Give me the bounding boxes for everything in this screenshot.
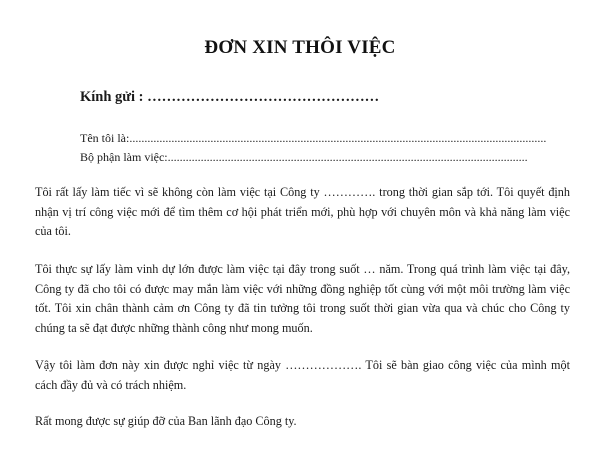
name-field-line: Tên tôi là:........................................................................................................................................... [80,131,547,145]
document-title: ĐƠN XIN THÔI VIỆC [204,37,396,58]
paragraph-closing: Rất mong được sự giúp đỡ của Ban lãnh đạo Công ty. [35,414,297,428]
department-field-line: Bộ phận làm việc:........................................................................................................................ [80,150,528,164]
paragraph-leave-date: Vậy tôi làm đơn này xin được nghỉ việc từ ngày ………………. Tôi sẽ bàn giao công việc của mình một cách đầy đủ và có trách nhiệm. [35,358,570,392]
paragraph-gratitude: Tôi thực sự lấy làm vinh dự lớn được làm việc tại đây trong suốt … năm. Trong quá trình làm việc tại đây, Công ty đã cho tôi có được may mắn làm việc với những đồng nghiệp tốt cùng với một môi trường làm việc tốt. Tôi xin chân thành cảm ơn Công ty đã tin tưởng tôi trong suốt thời gian vừa qua và chúc cho Công ty chúng ta sẽ đạt được những thành công như mong muốn. [35,262,570,335]
paragraph-reason: Tôi rất lấy làm tiếc vì sẽ không còn làm việc tại Công ty …………. trong thời gian sắp tới. Tôi quyết định nhận vị trí công việc mới để tìm thêm cơ hội phát triển mới, phù hợp với chuyên môn và khả năng làm việc của tôi. [35,185,570,238]
recipient-line: Kính gửi : ………………………………………… [80,89,380,105]
